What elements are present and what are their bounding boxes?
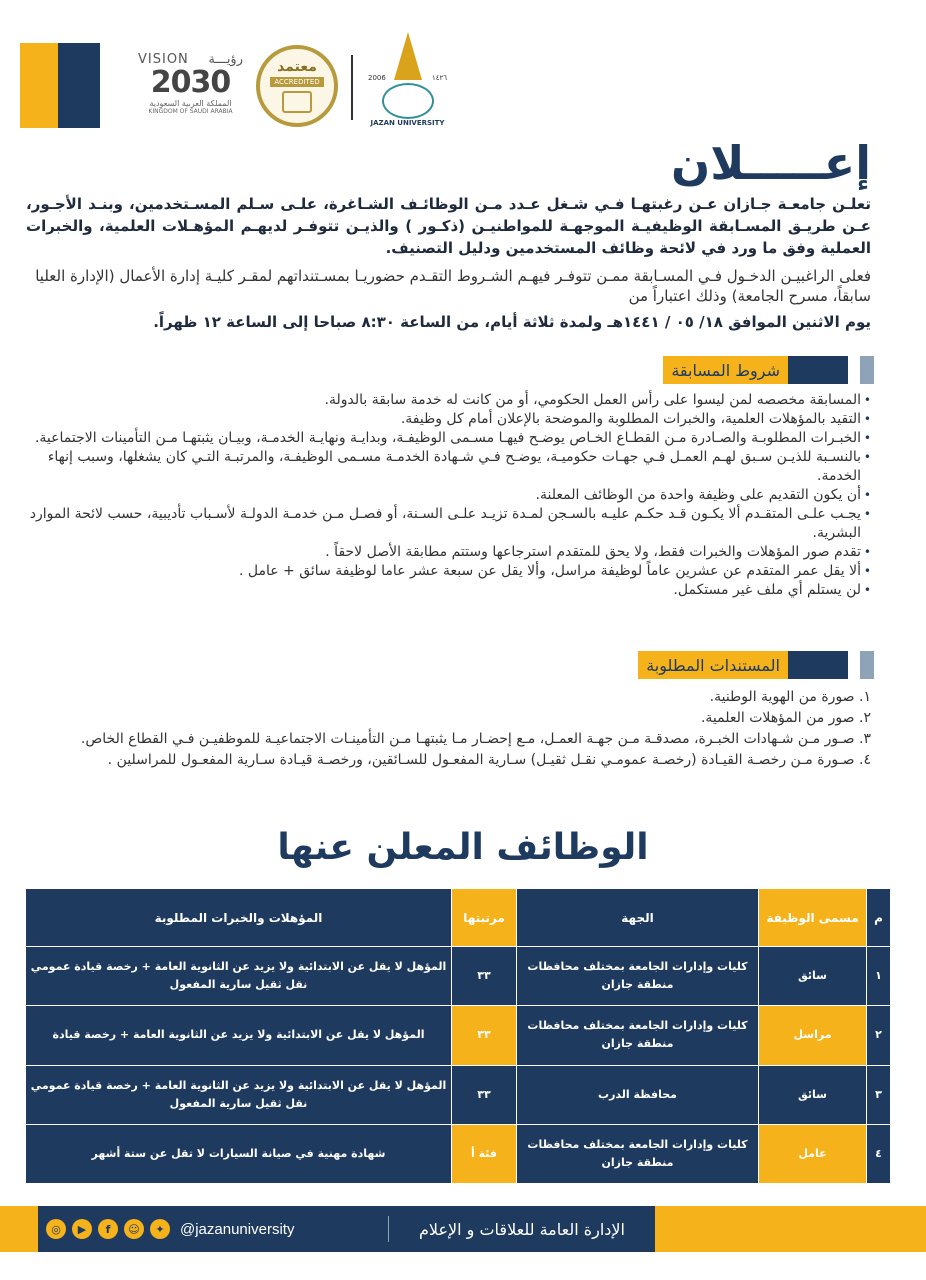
kingdom-name-en: KINGDOM OF SAUDI ARABIA [148, 108, 233, 115]
vision-label-ar: رؤيـــة [208, 52, 243, 67]
cell-rank: ٣٣ [452, 1065, 517, 1124]
conditions-list [26, 391, 871, 600]
cell-job-title: سائق [759, 1065, 867, 1124]
youtube-icon[interactable]: ▶ [72, 1219, 92, 1239]
table-row [26, 1065, 891, 1124]
conditions-heading [663, 356, 874, 384]
university-name-en: JAZAN UNIVERSITY [370, 119, 445, 127]
col-header-no: م [867, 889, 891, 947]
university-emblem-icon [382, 83, 434, 119]
cell-entity: محافظة الدرب [517, 1065, 759, 1124]
header-color-blocks [20, 43, 100, 128]
uni-year-greg: 2006 [368, 74, 386, 82]
list-item: • أن يكون التقديم على وظيفة واحدة من الوظائف المعلنة. [26, 486, 871, 505]
jobs-title [0, 827, 926, 868]
col-header-rank: مرتبتها [452, 889, 517, 947]
social-handle[interactable]: @jazanuniversity [180, 1220, 295, 1238]
conditions-heading-label: شروط المسابقة [663, 356, 788, 384]
list-item: • ألا يقل عمر المتقدم عن عشرين عاماً لوظيفة مراسل، وألا يقل عن سبعة عشر عاما لوظيفة سائق + عامل . [26, 562, 871, 581]
social-links [46, 1206, 294, 1252]
vision-label-en: VISION [138, 52, 189, 67]
accreditation-emblem-icon [282, 91, 312, 113]
list-item: ٢. صور من المؤهلات العلمية. [700, 710, 871, 726]
list-item: • بالنسـبة للذيـن سـبق لهـم العمـل فـي جهـات حكوميـة، يوضـح فـي شـهادة الخدمـة مسـمى الوظيفـة، والمرتبـة التـي كان يشغلها، وسبب إنهاء الخدمة. [26, 448, 871, 486]
footer [0, 1206, 926, 1252]
kingdom-name-ar: المملكة العربية السعودية [149, 99, 232, 108]
header-divider [351, 55, 353, 120]
cell-no: ٢ [867, 1006, 891, 1065]
list-item: • لن يستلم أي ملف غير مستكمل. [26, 581, 871, 600]
cell-qualifications: المؤهل لا يقل عن الابتدائية ولا يزيد عن الثانوية العامة + رخصة قيادة [26, 1006, 452, 1065]
cell-rank: فئة أ [452, 1124, 517, 1183]
cell-no: ١ [867, 947, 891, 1006]
cell-job-title: عامل [759, 1124, 867, 1183]
accredited-label-en: ACCREDITED [270, 77, 323, 87]
heading-grey-bar [860, 356, 874, 384]
heading-grey-bar [860, 651, 874, 679]
col-header-job-title: مسمى الوظيفة [759, 889, 867, 947]
announcement-title: إعـــــلان [671, 136, 871, 190]
facebook-icon[interactable]: f [98, 1219, 118, 1239]
cell-entity: كليات وإدارات الجامعة بمختلف محافظات منطقة جازان [517, 1124, 759, 1183]
documents-list [26, 688, 871, 772]
twitter-icon[interactable]: ✦ [150, 1219, 170, 1239]
cell-job-title: مراسل [759, 1006, 867, 1065]
cell-rank: ٣٣ [452, 1006, 517, 1065]
cell-entity: كليات وإدارات الجامعة بمختلف محافظات منطقة جازان [517, 1006, 759, 1065]
cell-job-title: سائق [759, 947, 867, 1006]
heading-navy-bar [788, 356, 848, 384]
footer-strip [38, 1206, 655, 1252]
uni-year-hijri: ١٤٢٦ [431, 74, 447, 82]
col-header-entity: الجهة [517, 889, 759, 947]
navy-block [58, 43, 100, 128]
table-header-row [26, 889, 891, 947]
documents-heading-label: المستندات المطلوبة [638, 651, 788, 679]
announcement-date: يوم الاثنين الموافق ١٨/ ٠٥ / ١٤٤١هـ ولمدة ثلاثة أيام، من الساعة ٨:٣٠ صباحا إلى الساعة ١٢ ظهراً. [153, 313, 871, 331]
documents-heading [638, 651, 874, 679]
table-row [26, 1124, 891, 1183]
vision-year: 2030 [150, 65, 231, 100]
table-row [26, 947, 891, 1006]
jazan-university-logo [360, 28, 455, 133]
accredited-seal [256, 45, 338, 127]
cell-no: ٤ [867, 1124, 891, 1183]
list-item: • المسابقة مخصصه لمن ليسوا على رأس العمل الحكومي، أو من كانت له خدمة سابقة بالدولة. [26, 391, 871, 410]
cell-entity: كليات وإدارات الجامعة بمختلف محافظات منطقة جازان [517, 947, 759, 1006]
cell-rank: ٣٣ [452, 947, 517, 1006]
cell-qualifications: شهادة مهنية في صيانة السيارات لا تقل عن ستة أشهر [26, 1124, 452, 1183]
col-header-qualifications: المؤهلات والخبرات المطلوبة [26, 889, 452, 947]
cell-qualifications: المؤهل لا يقل عن الابتدائية ولا يزيد عن الثانوية العامة + رخصة قيادة عمومي نقل ثقيل سارية المفعول [26, 1065, 452, 1124]
list-item: • تقدم صور المؤهلات والخبرات فقط، ولا يحق للمتقدم استرجاعها وستتم مطابقة الأصل لاحقاً . [26, 543, 871, 562]
jobs-title-text: الوظائف المعلن عنها [277, 827, 649, 868]
cell-qualifications: المؤهل لا يقل عن الابتدائية ولا يزيد عن الثانوية العامة + رخصة قيادة عمومي نقل ثقيل سارية المفعول [26, 947, 452, 1006]
heading-navy-bar [788, 651, 848, 679]
announcement-instructions: فعلى الراغبيـن الدخـول فـي المسـابقة ممـن تتوفـر فيهـم الشـروط التقـدم حضوريـا بمسـتنداتهم لمقـر كليـة إدارة الأعمال (الإدارة العليا سابقاً، مسرح الجامعة) وذلك اعتباراً من [35, 267, 871, 305]
list-item: ٤. صـورة مـن رخصـة القيـادة (رخصـة عمومـي نقـل ثقيـل) سـارية المفعـول للسـائقين، ورخصـة قيـادة سـارية المفعـول للمراسلين . [107, 752, 871, 768]
jobs-table [25, 888, 891, 1184]
sail-icon [394, 32, 422, 80]
list-item: • يجـب علـى المتقـدم ألا يكـون قـد حكـم عليـه بالسـجن لمـدة تزيـد علـى السـنة، أو فصـل مـن خدمـة الدولـة لأسـباب تأديبية، حسب لائحة الموارد البشرية. [26, 505, 871, 543]
table-row [26, 1006, 891, 1065]
cell-no: ٣ [867, 1065, 891, 1124]
accredited-label-ar: معتمد [277, 59, 317, 75]
list-item: ٣. صـور مـن شـهادات الخبـرة، مصدقـة مـن جهـة العمـل، مـع إحضـار مـا يثبتهـا مـن التأمينـات الاجتماعيـة للموظفيـن فـي القطاع الخاص. [80, 731, 871, 747]
yellow-block [20, 43, 58, 128]
vision-2030-logo [138, 52, 243, 124]
list-item: ١. صورة من الهوية الوطنية. [709, 689, 871, 705]
announcement-intro: تعلـن جامعـة جـازان عـن رغبتهـا فـي شـغل عـدد مـن الوظائـف الشـاغرة، علـى سـلم المسـتخدمين، وبنـد الأجـور، عـن طريـق المسـابقة الوظيفيـة الموجهـة للمواطنيـن (ذكـور ) والذيـن تتوفـر لديهـم المؤهـلات العلمية، والخبرات العملية وفق ما ورد في لائحة وظائف المستخدمين ودليل التصنيف. [26, 195, 871, 257]
snapchat-icon[interactable]: ☺ [124, 1219, 144, 1239]
footer-department: الإدارة العامة للعلاقات و الإعلام [419, 1219, 625, 1239]
list-item: • الخبـرات المطلوبـة والصـادرة مـن القطـاع الخـاص يوضـح فيهـا مسـمى الوظيفـة، وبدايـة ونهايـة الخدمـة، وبيـان يثبتهـا مـن التأمينات الاجتماعية. [26, 429, 871, 448]
instagram-icon[interactable]: ◎ [46, 1219, 66, 1239]
list-item: • التقيد بالمؤهلات العلمية، والخبرات المطلوبة والموضحة بالإعلان أمام كل وظيفة. [26, 410, 871, 429]
